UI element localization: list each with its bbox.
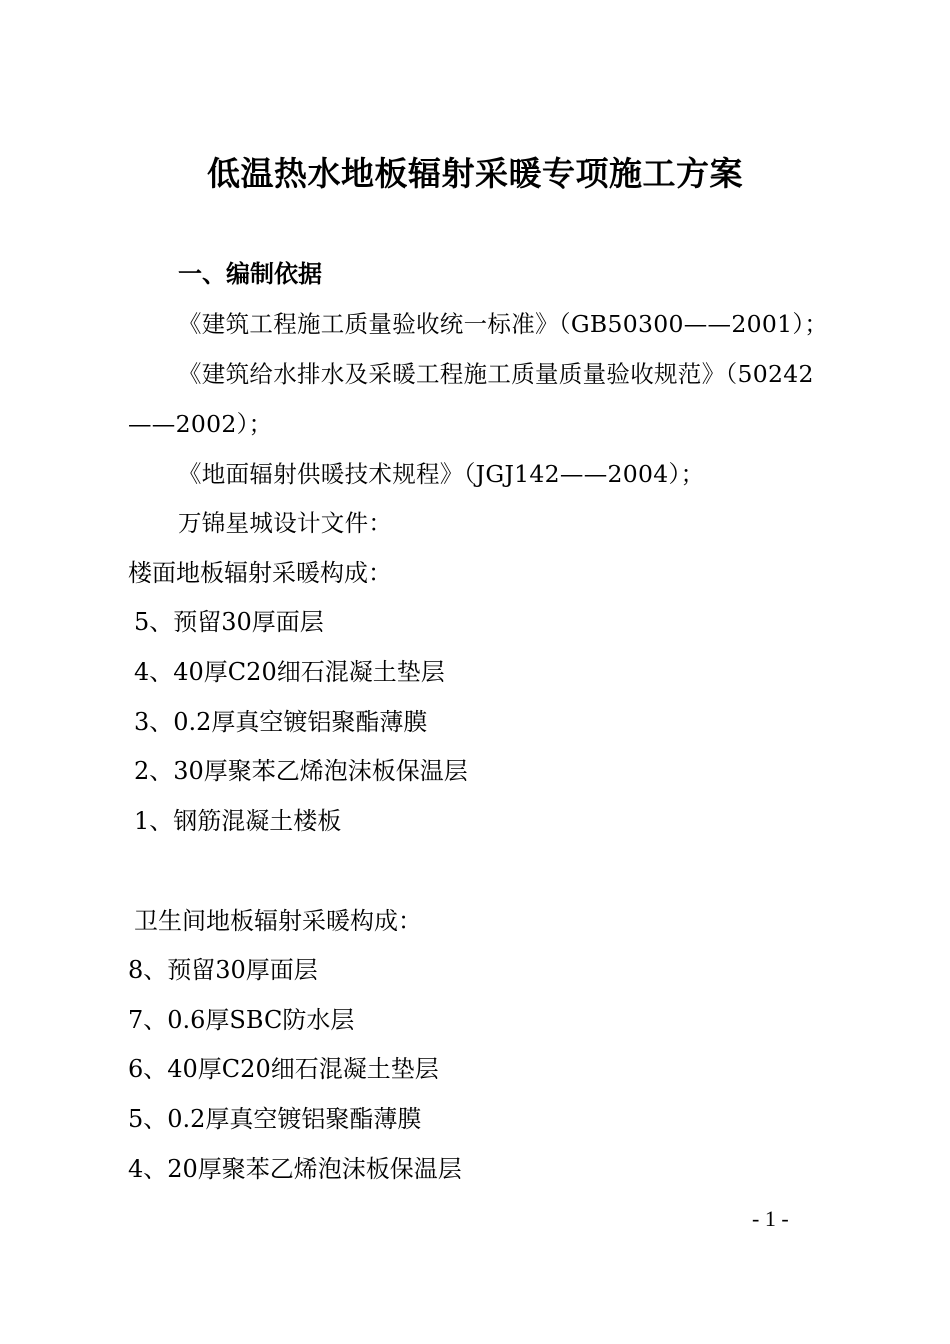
floor-layer-item: 4、40厚C20细石混凝土垫层 [134, 658, 445, 686]
section-heading-basis: 一、编制依据 [178, 260, 322, 288]
floor-layer-item: 2、30厚聚苯乙烯泡沫板保温层 [134, 757, 468, 785]
floor-layer-item: 5、预留30厚面层 [134, 608, 324, 636]
bathroom-layer-item: 7、0.6厚SBC防水层 [128, 1006, 355, 1034]
reference-line: 《建筑工程施工质量验收统一标准》（GB50300——2001）； [178, 310, 829, 338]
bathroom-layer-item: 6、40厚C20细石混凝土垫层 [128, 1055, 439, 1083]
floor-layer-item: 3、0.2厚真空镀铝聚酯薄膜 [134, 708, 428, 736]
reference-line: ——2002）； [128, 410, 273, 438]
bathroom-layer-item: 4、20厚聚苯乙烯泡沫板保温层 [128, 1155, 462, 1183]
page-number: - 1 - [752, 1206, 789, 1231]
bathroom-structure-heading: 卫生间地板辐射采暖构成： [134, 907, 422, 935]
reference-line: 《地面辐射供暖技术规程》（JGJ142——2004）； [178, 460, 705, 488]
bathroom-layer-item: 8、预留30厚面层 [128, 956, 318, 984]
floor-structure-heading: 楼面地板辐射采暖构成： [128, 559, 392, 587]
reference-line: 《建筑给水排水及采暖工程施工质量质量验收规范》（50242 [178, 360, 814, 388]
bathroom-layer-item: 5、0.2厚真空镀铝聚酯薄膜 [128, 1105, 422, 1133]
floor-layer-item: 1、钢筋混凝土楼板 [134, 807, 342, 835]
document-title: 低温热水地板辐射采暖专项施工方案 [207, 154, 743, 193]
reference-line: 万锦星城设计文件： [178, 509, 393, 537]
